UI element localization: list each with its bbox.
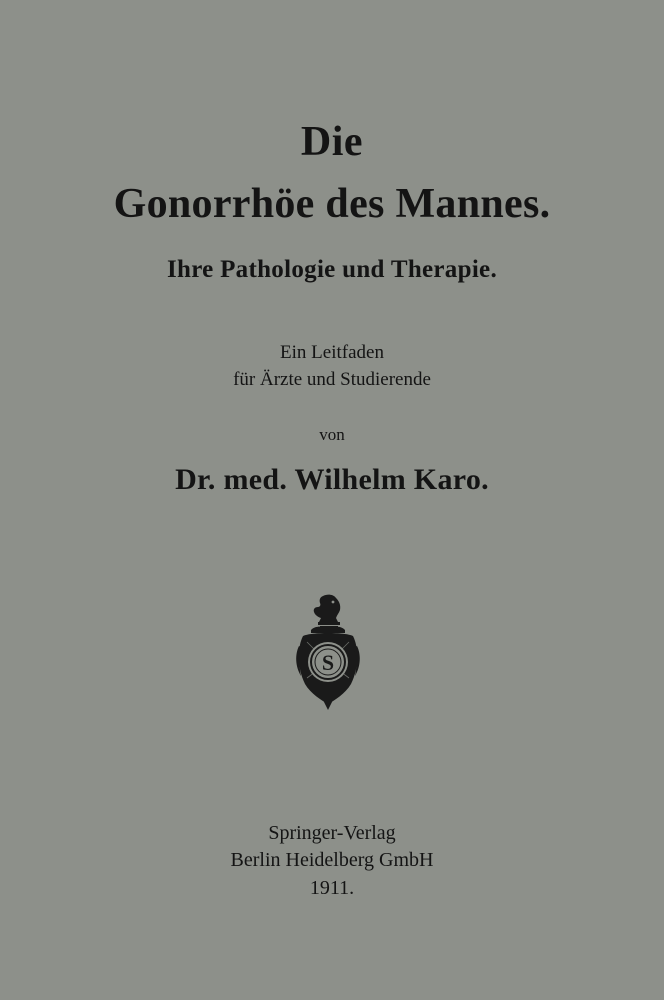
logo-monogram: S (321, 650, 335, 675)
description-line-1: Ein Leitfaden (280, 342, 384, 363)
publication-year: 1911. (309, 877, 355, 899)
publisher-name: Springer-Verlag (268, 822, 396, 844)
book-subtitle: Ihre Pathologie und Therapie. (166, 256, 498, 283)
book-title-line-1: Die (300, 119, 364, 165)
description-line-2: für Ärzte und Studierende (233, 369, 431, 390)
springer-knight-logo-icon (289, 592, 367, 712)
author-name: Dr. med. Wilhelm Karo. (175, 463, 489, 496)
book-title-line-2: Gonorrhöe des Mannes. (113, 181, 551, 227)
publisher-location: Berlin Heidelberg GmbH (230, 849, 434, 871)
byline: von (319, 425, 345, 444)
